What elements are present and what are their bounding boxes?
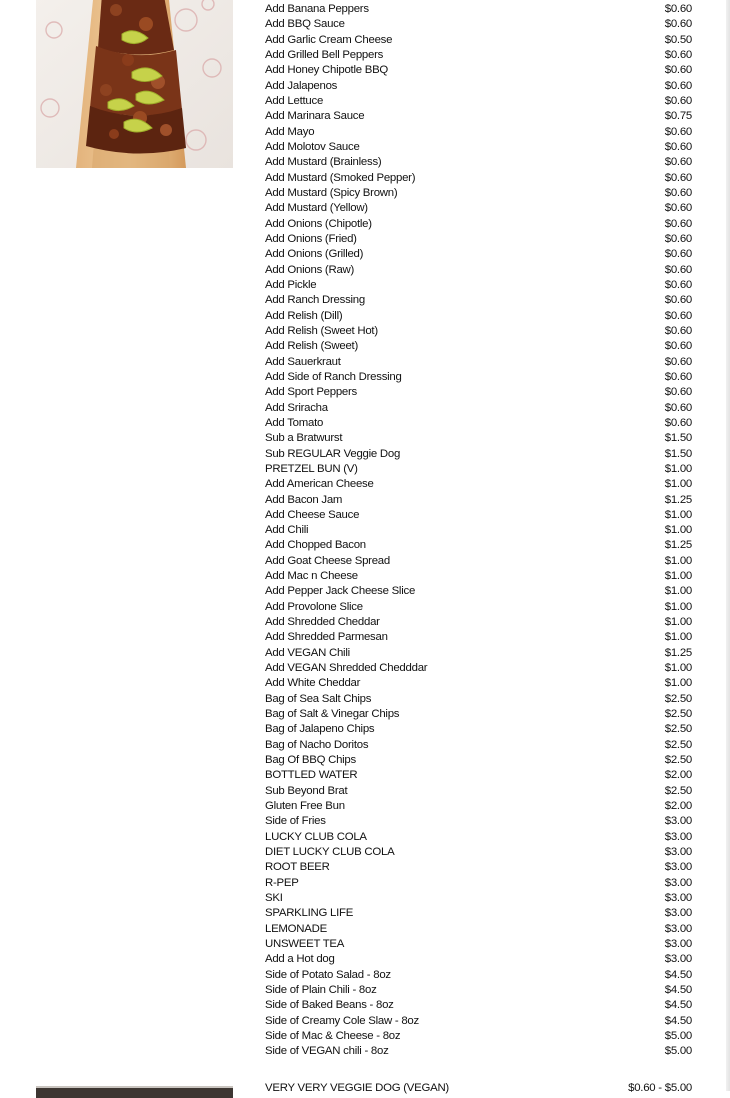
menu-item-name: Add Jalapenos [265, 79, 338, 92]
menu-item-row[interactable] [265, 830, 692, 845]
menu-item-name: PRETZEL BUN (V) [265, 462, 358, 475]
menu-item-name: Sub Beyond Brat [265, 784, 348, 797]
menu-item-name: LEMONADE [265, 922, 327, 935]
menu-item-name: ROOT BEER [265, 861, 330, 874]
menu-item-name: Add Molotov Sauce [265, 140, 360, 153]
menu-item-name: Side of Potato Salad - 8oz [265, 968, 391, 981]
menu-item-name: Add Garlic Cream Cheese [265, 33, 393, 46]
menu-item-price: $1.25 [664, 493, 692, 506]
menu-item-name: Add Tomato [265, 416, 324, 429]
menu-item-name: VERY VERY VEGGIE DOG (VEGAN) [265, 1082, 449, 1094]
menu-item-price: $4.50 [664, 1014, 692, 1027]
menu-item-price: $5.00 [664, 1045, 692, 1058]
menu-item-name: Add Mustard (Brainless) [265, 156, 382, 169]
menu-item-name: Add American Cheese [265, 478, 374, 491]
menu-item-price: $1.00 [664, 631, 692, 644]
menu-item-name: Add Sriracha [265, 401, 328, 414]
menu-item-price: $1.00 [664, 677, 692, 690]
menu-item-row[interactable] [265, 799, 692, 814]
menu-item-name: Add VEGAN Shredded Chedddar [265, 662, 428, 675]
menu-item-price: $0.60 [664, 140, 692, 153]
menu-item-name: Side of Mac & Cheese - 8oz [265, 1029, 401, 1042]
menu-item-name: Add Sauerkraut [265, 355, 341, 368]
menu-item-price: $1.00 [664, 462, 692, 475]
menu-item-name: Add Ranch Dressing [265, 294, 365, 307]
menu-item-price: $0.60 [664, 125, 692, 138]
menu-item-row[interactable] [265, 370, 692, 385]
menu-item-name: BOTTLED WATER [265, 769, 358, 782]
menu-item-price: $2.50 [664, 754, 692, 767]
menu-item-name: Add Onions (Raw) [265, 263, 355, 276]
menu-item-row[interactable] [265, 447, 692, 462]
menu-item-price: $0.60 [664, 340, 692, 353]
menu-item-row[interactable] [265, 462, 692, 477]
menu-item-name: Side of Plain Chili - 8oz [265, 984, 377, 996]
menu-item-price: $1.50 [664, 447, 692, 460]
menu-item-name: Add Grilled Bell Peppers [265, 48, 384, 61]
menu-item-name: Bag of Jalapeno Chips [265, 723, 375, 736]
menu-item-price: $3.00 [664, 830, 692, 843]
menu-item-next[interactable] [265, 1081, 692, 1096]
menu-item-name: Add Relish (Dill) [265, 309, 343, 322]
menu-item-name: SPARKLING LIFE [265, 907, 354, 920]
menu-item-row[interactable] [265, 63, 692, 78]
menu-item-price: $1.00 [664, 524, 692, 537]
menu-item-row[interactable] [265, 109, 692, 124]
menu-item-price: $0.60 [664, 355, 692, 368]
menu-item-price: $0.75 [664, 110, 692, 123]
menu-item-name: Add Pickle [265, 278, 317, 291]
menu-item-name: Add White Cheddar [265, 677, 361, 690]
menu-item-list [265, 2, 692, 1060]
menu-item-row[interactable] [265, 722, 692, 737]
menu-item-name: Add Onions (Fried) [265, 232, 357, 245]
menu-item-row[interactable] [265, 508, 692, 523]
menu-item-row[interactable] [265, 891, 692, 906]
menu-item-row[interactable] [265, 1014, 692, 1029]
menu-item-row[interactable] [265, 171, 692, 186]
menu-item-row[interactable] [265, 416, 692, 431]
menu-item-price: $0.60 [664, 79, 692, 92]
menu-item-row[interactable] [265, 278, 692, 293]
menu-item-row[interactable] [265, 355, 692, 370]
menu-item-name: Add Lettuce [265, 94, 324, 107]
menu-item-name: LUCKY CLUB COLA [265, 830, 367, 843]
menu-item-row[interactable] [265, 79, 692, 94]
menu-item-price: $0.60 [664, 263, 692, 276]
menu-item-row[interactable] [265, 676, 692, 691]
menu-item-row[interactable] [265, 324, 692, 339]
menu-item-price: $0.60 [664, 156, 692, 169]
menu-item-row[interactable] [265, 48, 692, 63]
menu-item-row[interactable] [265, 983, 692, 998]
menu-item-price: $0.60 [664, 370, 692, 383]
menu-item-price: $1.25 [664, 646, 692, 659]
menu-item-price: $0.50 [664, 33, 692, 46]
menu-item-price: $0.60 [664, 232, 692, 245]
menu-item-price: $2.00 [664, 769, 692, 782]
menu-item-name: Add a Hot dog [265, 953, 335, 966]
menu-item-name: Add Mustard (Spicy Brown) [265, 186, 398, 199]
menu-item-price: $1.00 [664, 600, 692, 613]
menu-item-row[interactable] [265, 232, 692, 247]
menu-item-name: Add VEGAN Chili [265, 646, 350, 659]
menu-item-name: Side of Fries [265, 815, 326, 828]
menu-item-price: $5.00 [664, 1029, 692, 1042]
menu-item-price: $1.00 [664, 570, 692, 583]
menu-item-price: $0.60 [664, 401, 692, 414]
menu-item-row[interactable] [265, 876, 692, 891]
menu-item-price: $4.50 [664, 984, 692, 996]
menu-item-row[interactable] [265, 768, 692, 783]
menu-item-row[interactable] [265, 247, 692, 262]
menu-item-name: R-PEP [265, 876, 299, 889]
menu-item-row[interactable] [265, 753, 692, 768]
menu-item-name: Add Banana Peppers [265, 3, 369, 15]
menu-item-row[interactable] [265, 860, 692, 875]
menu-item-row[interactable] [265, 493, 692, 508]
menu-item-row[interactable] [265, 569, 692, 584]
menu-item-name: Add Bacon Jam [265, 493, 343, 506]
menu-item-row[interactable] [265, 17, 692, 32]
menu-item-name: Add Onions (Grilled) [265, 248, 364, 261]
menu-item-price: $0.60 - $5.00 [628, 1082, 692, 1094]
menu-item-price: $1.00 [664, 554, 692, 567]
menu-item-row[interactable] [265, 538, 692, 553]
menu-item-price: $0.60 [664, 278, 692, 291]
menu-item-name: Add Sport Peppers [265, 386, 357, 399]
menu-item-row[interactable] [265, 217, 692, 232]
menu-item-price: $0.60 [664, 18, 692, 31]
menu-item-price: $0.60 [664, 171, 692, 184]
menu-item-name: Add Shredded Cheddar [265, 616, 380, 629]
menu-item-row[interactable] [265, 922, 692, 937]
menu-item-name: Add Chopped Bacon [265, 539, 366, 552]
menu-item-name: Side of Baked Beans - 8oz [265, 999, 394, 1012]
menu-item-name: Sub a Bratwurst [265, 432, 343, 445]
menu-item-price: $4.50 [664, 968, 692, 981]
menu-item-name: Add Marinara Sauce [265, 110, 365, 123]
menu-item-row[interactable] [265, 385, 692, 400]
menu-item-price: $0.60 [664, 416, 692, 429]
menu-item-row[interactable] [265, 125, 692, 140]
menu-item-name: Gluten Free Bun [265, 800, 345, 813]
menu-item-name: Bag of Nacho Doritos [265, 738, 369, 751]
menu-item-name: Add BBQ Sauce [265, 18, 345, 31]
menu-item-row[interactable] [265, 186, 692, 201]
menu-item-row[interactable] [265, 630, 692, 645]
menu-item-name: Add Mayo [265, 125, 315, 138]
menu-item-price: $1.00 [664, 585, 692, 598]
menu-item-name: Add Pepper Jack Cheese Slice [265, 585, 416, 598]
menu-item-row[interactable] [265, 600, 692, 615]
menu-item-row[interactable] [265, 431, 692, 446]
menu-item-price: $1.00 [664, 508, 692, 521]
menu-item-price: $0.60 [664, 202, 692, 215]
menu-item-name: Add Chili [265, 524, 309, 537]
menu-item-row[interactable] [265, 584, 692, 599]
menu-item-price: $2.00 [664, 800, 692, 813]
menu-item-row[interactable] [265, 94, 692, 109]
menu-item-price: $1.00 [664, 616, 692, 629]
menu-item-price: $3.00 [664, 892, 692, 905]
menu-item-row[interactable] [265, 738, 692, 753]
menu-item-price: $0.60 [664, 324, 692, 337]
menu-item-price: $0.60 [664, 217, 692, 230]
menu-item-price: $3.00 [664, 846, 692, 859]
menu-item-row[interactable] [265, 906, 692, 921]
menu-item-row[interactable] [265, 263, 692, 278]
menu-item-row[interactable] [265, 523, 692, 538]
menu-item-price: $2.50 [664, 784, 692, 797]
menu-item-price: $3.00 [664, 938, 692, 951]
menu-item-name: UNSWEET TEA [265, 938, 345, 951]
menu-item-row[interactable] [265, 1044, 692, 1059]
menu-item-row[interactable] [265, 33, 692, 48]
menu-item-row[interactable] [265, 814, 692, 829]
menu-item-price: $0.60 [664, 3, 692, 15]
menu-item-price: $0.60 [664, 94, 692, 107]
menu-item-name: Add Goat Cheese Spread [265, 554, 390, 567]
menu-item-name: Bag of Salt & Vinegar Chips [265, 708, 400, 721]
menu-item-name: Add Side of Ranch Dressing [265, 370, 402, 383]
menu-item-price: $1.50 [664, 432, 692, 445]
menu-item-name: Add Relish (Sweet) [265, 340, 358, 353]
menu-item-row[interactable] [265, 646, 692, 661]
menu-item-row[interactable] [265, 1029, 692, 1044]
menu-item-name: Bag Of BBQ Chips [265, 754, 356, 767]
menu-item-row[interactable] [265, 477, 692, 492]
hot-dog-photo [36, 0, 233, 168]
menu-item-name: Side of VEGAN chili - 8oz [265, 1045, 389, 1058]
menu-item-row[interactable] [265, 293, 692, 308]
menu-item-row[interactable] [265, 845, 692, 860]
menu-item-row[interactable] [265, 140, 692, 155]
menu-item-name: Side of Creamy Cole Slaw - 8oz [265, 1014, 419, 1027]
menu-item-name: Add Relish (Sweet Hot) [265, 324, 378, 337]
menu-item-price: $2.50 [664, 692, 692, 705]
menu-item-price: $2.50 [664, 708, 692, 721]
menu-item-name: Add Mustard (Smoked Pepper) [265, 171, 416, 184]
menu-item-name: Add Mustard (Yellow) [265, 202, 368, 215]
menu-item-name: Add Mac n Cheese [265, 570, 358, 583]
menu-item-price: $3.00 [664, 922, 692, 935]
menu-item-name: Add Onions (Chipotle) [265, 217, 372, 230]
menu-item-price: $0.60 [664, 186, 692, 199]
menu-item-name: DIET LUCKY CLUB COLA [265, 846, 395, 859]
menu-item-price: $0.60 [664, 386, 692, 399]
menu-item-row[interactable] [265, 937, 692, 952]
menu-item-price: $4.50 [664, 999, 692, 1012]
next-item-photo [36, 1086, 233, 1098]
menu-item-price: $2.50 [664, 723, 692, 736]
menu-item-row[interactable] [265, 339, 692, 354]
menu-item-row[interactable] [265, 401, 692, 416]
menu-item-name: Add Honey Chipotle BBQ [265, 64, 389, 77]
menu-item-price: $3.00 [664, 815, 692, 828]
menu-item-name: SKI [265, 892, 283, 905]
menu-item-price: $2.50 [664, 738, 692, 751]
menu-item-row[interactable] [265, 692, 692, 707]
menu-item-price: $0.60 [664, 48, 692, 61]
menu-item-row[interactable] [265, 707, 692, 722]
menu-item-row[interactable] [265, 998, 692, 1013]
menu-item-row[interactable] [265, 554, 692, 569]
menu-item-name: Add Cheese Sauce [265, 508, 360, 521]
page-edge-shadow [726, 0, 730, 1091]
menu-item-price: $0.60 [664, 248, 692, 261]
menu-item-price: $0.60 [664, 294, 692, 307]
menu-item-price: $3.00 [664, 953, 692, 966]
menu-item-row[interactable] [265, 661, 692, 676]
menu-item-row[interactable] [265, 309, 692, 324]
menu-item-row[interactable] [265, 201, 692, 216]
menu-item-row[interactable] [265, 968, 692, 983]
menu-item-price: $1.00 [664, 662, 692, 675]
menu-item-row[interactable] [265, 155, 692, 170]
menu-item-price: $3.00 [664, 907, 692, 920]
menu-item-row[interactable] [265, 615, 692, 630]
menu-item-name: Sub REGULAR Veggie Dog [265, 447, 401, 460]
menu-item-price: $1.00 [664, 478, 692, 491]
menu-item-price: $0.60 [664, 64, 692, 77]
menu-item-price: $3.00 [664, 861, 692, 874]
menu-item-name: Bag of Sea Salt Chips [265, 692, 372, 705]
menu-item-row[interactable] [265, 952, 692, 967]
menu-item-name: Add Provolone Slice [265, 600, 363, 613]
menu-item-price: $1.25 [664, 539, 692, 552]
menu-item-row[interactable] [265, 784, 692, 799]
menu-item-price: $3.00 [664, 876, 692, 889]
menu-item-name: Add Shredded Parmesan [265, 631, 388, 644]
menu-item-row[interactable] [265, 2, 692, 17]
menu-item-price: $0.60 [664, 309, 692, 322]
